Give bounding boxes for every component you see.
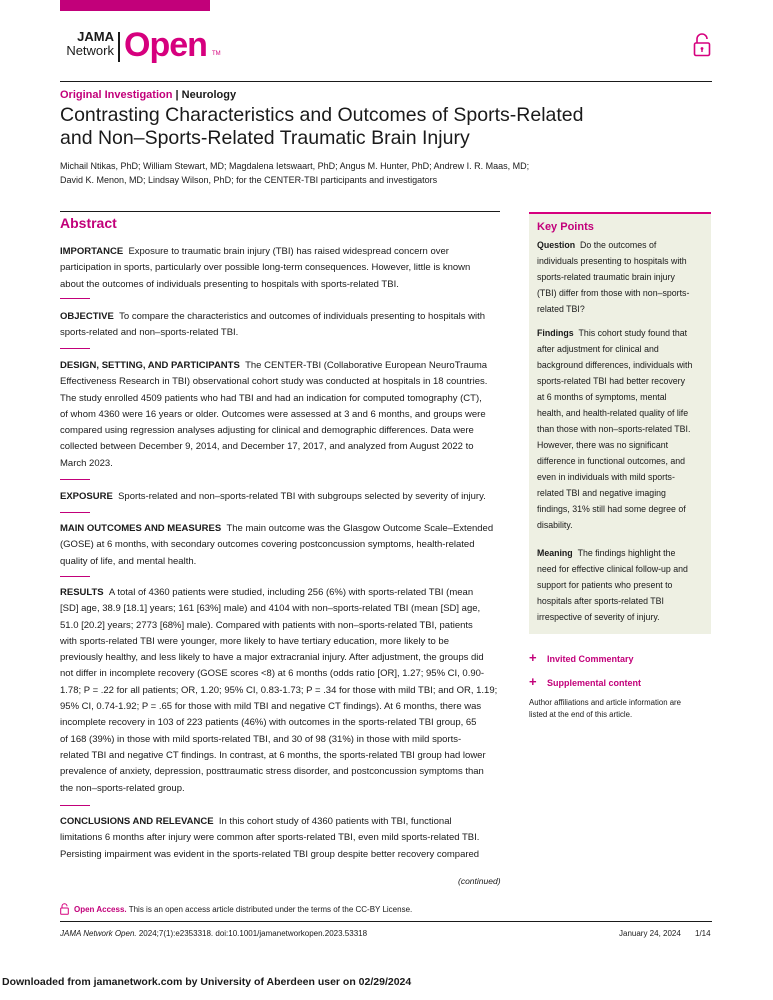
kp-line: need for effective clinical follow-up and: [537, 564, 688, 574]
author-line: David K. Menon, MD; Lindsay Wilson, PhD; for the CENTER-TBI participants and investigators: [60, 175, 438, 185]
kp-label: Findings: [537, 328, 574, 338]
journal-name: JAMA Network Open.: [60, 929, 137, 938]
kp-label: Meaning: [537, 548, 573, 558]
text-line: Persisting impairment was evident in the sports-related TBI group despite better recovery compared: [60, 848, 480, 860]
plus-icon: +: [529, 650, 537, 665]
kp-line: This cohort study found that: [578, 328, 688, 338]
kp-line: background differences, individuals with: [537, 360, 693, 370]
section-label: EXPOSURE: [60, 491, 113, 502]
open-access-lock-icon: [60, 903, 69, 915]
kp-line: related TBI?: [537, 304, 585, 314]
text-line: Effectiveness Research in TBI) observational cohort study was conducted at hospitals in 18 countries.: [60, 376, 488, 388]
section-label: CONCLUSIONS AND RELEVANCE: [60, 816, 214, 827]
section-divider: [60, 348, 90, 349]
abstract-exposure: [60, 489, 500, 505]
abstract-rule: [60, 211, 500, 212]
invited-commentary-link[interactable]: [529, 650, 634, 665]
logo-divider: [118, 32, 120, 62]
key-points-question: [537, 237, 707, 317]
kp-line: related TBI and negative imaging: [537, 488, 666, 498]
open-access-statement: [74, 905, 412, 914]
title-line: and Non–Sports-Related Traumatic Brain Injury: [60, 127, 470, 149]
abstract-importance: [60, 244, 500, 293]
text-line: collected between December 9, 2014, and December 17, 2017, and analyzed from August 2022 to: [60, 441, 474, 453]
section-divider: [60, 576, 90, 577]
article-type[interactable]: Original Investigation: [60, 89, 173, 101]
key-points-heading: Key Points: [537, 221, 594, 233]
text-line: [SD] age, 38.9 [18.1] years; 161 [63%] male) and 4104 with non–sports-related TBI (mean [SD] age,: [60, 603, 481, 615]
text-line: prevalence of anxiety, depression, posttraumatic stress disorder, and postconcussion symptoms than: [60, 766, 484, 778]
citation-details: 2024;7(1):e2353318. doi:10.1001/jamanetworkopen.2023.53318: [138, 929, 368, 938]
author-line: Michail Ntikas, PhD; William Stewart, MD; Magdalena Ietswaart, PhD; Angus M. Hunter, PhD; Andrew I. R. Maas, MD;: [60, 161, 530, 171]
section-label: OBJECTIVE: [60, 311, 114, 322]
text-line: To compare the characteristics and outcomes of individuals presenting to hospitals with: [119, 311, 486, 322]
text-line: 95% CI, 0.74-1.92; P = .65 for those with mild TBI and negative CT findings). At 6 months, there was: [60, 701, 482, 713]
kp-line: findings, 31% still had some degree of: [537, 504, 686, 514]
text-line: participation in sports, particularly over possible long-term consequences. However, little is known: [60, 262, 471, 274]
abstract-outcomes: [60, 521, 500, 570]
section-divider: [60, 805, 90, 806]
kp-line: than those with non–sports-related TBI.: [537, 424, 691, 434]
footer-rule: [60, 921, 712, 922]
kp-line: sports-related TBI had better recovery: [537, 376, 685, 386]
invited-commentary-label: Invited Commentary: [547, 654, 634, 664]
text-line: the non–sports-related group.: [60, 782, 185, 794]
article-category: [60, 89, 236, 101]
abstract-results: [60, 585, 500, 797]
abstract-heading: Abstract: [60, 215, 117, 231]
key-points-meaning: [537, 545, 707, 625]
section-divider: [60, 479, 90, 480]
section-label: RESULTS: [60, 587, 104, 598]
text-line: 1.78; P = .22 for all patients; OR, 1.20; 95% CI, 0.83-1.73; P = .34 for those with mild TBI; and OR, 1.19;: [60, 684, 498, 696]
citation: [60, 929, 367, 938]
article-section: Neurology: [181, 89, 237, 101]
kp-label: Question: [537, 240, 576, 250]
logo-jama: JAMA: [77, 29, 114, 44]
section-label: MAIN OUTCOMES AND MEASURES: [60, 523, 222, 534]
text-line: Exposure to traumatic brain injury (TBI) has raised widespread concern over: [128, 246, 449, 257]
text-line: compared using regression analyses adjusting for clinical and demographic differences. Data were: [60, 425, 474, 437]
key-points-findings: [537, 325, 707, 533]
kp-line: individuals presenting to hospitals with: [537, 256, 687, 266]
affil-line: Author affiliations and article information are: [529, 698, 681, 707]
kp-line: sports-related traumatic brain injury: [537, 272, 675, 282]
kp-line: The findings highlight the: [577, 548, 676, 558]
author-list: [60, 159, 530, 187]
text-line: The study enrolled 4509 patients who had TBI and had an indication for computed tomography (CT),: [60, 392, 482, 404]
text-line: about the outcomes of individuals presenting to hospitals with sports-related TBI.: [60, 278, 399, 290]
text-line: with sports-related TBI were younger, more likely to have tertiary education, more likely to be: [60, 635, 449, 647]
article-title: [60, 104, 620, 150]
text-line: (GOSE) at 6 months, with secondary outcomes covering postconcussion symptoms, health-related: [60, 539, 475, 551]
download-notice: Downloaded from jamanetwork.com by University of Aberdeen user on 02/29/2024: [2, 976, 412, 988]
affil-line: listed at the end of this article.: [529, 710, 633, 719]
kp-line: disability.: [537, 520, 573, 530]
logo-open: Open: [124, 26, 207, 64]
text-line: Sports-related and non–sports-related TBI with subgroups selected by severity of injury.: [118, 491, 486, 502]
category-separator: |: [175, 89, 179, 101]
text-line: A total of 4360 patients were studied, including 256 (6%) with sports-related TBI (mean: [108, 587, 474, 598]
text-line: of 168 (39%) in those with mild sports-related TBI, and 30 of 98 (31%) in those with mild sports-: [60, 733, 462, 745]
section-divider: [60, 512, 90, 513]
title-line: Contrasting Characteristics and Outcomes of Sports-Related: [60, 104, 584, 126]
kp-line: irrespective of severity of injury.: [537, 612, 660, 622]
key-points-box: [529, 212, 711, 634]
kp-line: even in individuals with mild sports-: [537, 472, 675, 482]
continued-note: (continued): [458, 876, 501, 886]
logo-trademark: TM: [212, 51, 221, 57]
text-line: In this cohort study of 4360 patients with TBI, functional: [218, 816, 452, 827]
logo-network: Network: [66, 43, 114, 58]
top-color-bar: [60, 0, 210, 11]
kp-line: (TBI) differ from those with non–sports-: [537, 288, 690, 298]
open-access-label[interactable]: Open Access.: [74, 905, 127, 914]
text-line: previously healthy, and less likely to have a major extracranial injury. After adjustment, the groups did: [60, 652, 484, 664]
abstract-design: [60, 358, 500, 472]
supplemental-content-label: Supplemental content: [547, 678, 642, 688]
text-line: The main outcome was the Glasgow Outcome Scale–Extended: [226, 523, 494, 534]
kp-line: after adjustment for clinical and: [537, 344, 659, 354]
publication-date: January 24, 2024: [619, 929, 681, 938]
abstract-conclusions: [60, 814, 500, 863]
section-divider: [60, 298, 90, 299]
section-label: IMPORTANCE: [60, 246, 124, 257]
kp-line: Do the outcomes of: [580, 240, 657, 250]
kp-line: hospitals after sports-related TBI: [537, 596, 664, 606]
header-rule: [60, 81, 712, 82]
open-access-text: This is an open access article distributed under the terms of the CC-BY License.: [128, 905, 413, 914]
open-access-lock-icon[interactable]: [693, 33, 711, 57]
text-line: related TBI and negative CT findings. In contrast, at 6 months, the sports-related TBI group had lower: [60, 749, 486, 761]
text-line: of whom 4360 were 16 years or older. Outcomes were assessed at 3 and 6 months, and groups were: [60, 408, 486, 420]
plus-icon: +: [529, 674, 537, 689]
kp-line: However, there was no significant: [537, 440, 669, 450]
kp-line: at 6 months of symptoms, mental: [537, 392, 667, 402]
text-line: limitations 6 months after injury were common after sports-related TBI, even mild sports-related TBI.: [60, 832, 480, 844]
section-label: DESIGN, SETTING, AND PARTICIPANTS: [60, 360, 240, 371]
text-line: March 2023.: [60, 457, 113, 469]
kp-line: health, and health-related quality of life: [537, 408, 689, 418]
text-line: not differ in incomplete recovery (GOSE scores <8) at 6 months (odds ratio [OR], 1.27; 95% CI, 0.90-: [60, 668, 485, 680]
kp-line: support for patients who present to: [537, 580, 673, 590]
text-line: The CENTER-TBI (Collaborative European NeuroTrauma: [245, 360, 488, 371]
abstract-objective: [60, 309, 500, 342]
supplemental-content-link[interactable]: [529, 674, 641, 689]
text-line: quality of life, and mental health.: [60, 555, 197, 567]
text-line: incomplete recovery in 103 of 223 patients (46%) with outcomes in the sports-related TBI group, 65: [60, 717, 477, 729]
text-line: 51.0 [20.2] years; 2773 [68%] male). Compared with patients with non–sports-related TBI, patients: [60, 619, 473, 631]
author-affiliations-note: [529, 697, 709, 721]
kp-line: difference in functional outcomes, and: [537, 456, 686, 466]
page-number: 1/14: [695, 929, 711, 938]
text-line: sports-related and non–sports-related TBI.: [60, 327, 239, 339]
